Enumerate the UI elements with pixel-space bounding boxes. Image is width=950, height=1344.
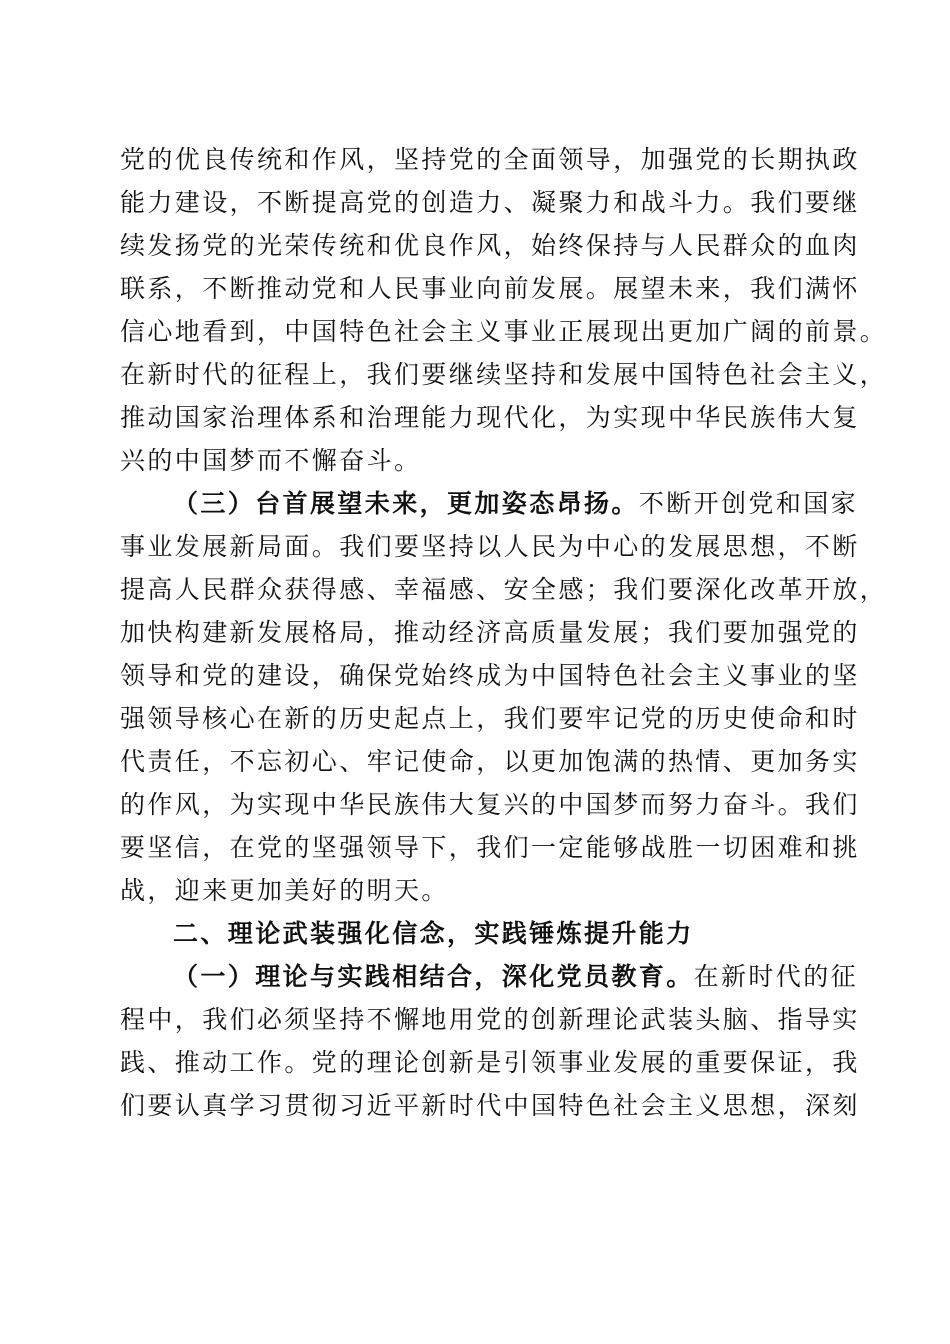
body-line: 事业发展新局面。我们要坚持以人民为中心的发展思想，不断 — [120, 532, 860, 561]
paragraph-4-first-line — [120, 955, 859, 998]
body-line: 们要认真学习贯彻习近平新时代中国特色社会主义思想，深刻 — [120, 1091, 860, 1120]
body-line: 战，迎来更加美好的明天。 — [120, 876, 449, 905]
body-line: 能力建设，不断提高党的创造力、凝聚力和战斗力。我们要继 — [120, 188, 860, 217]
paragraph-3-first-line — [120, 482, 859, 525]
body-line: 加快构建新发展格局，推动经济高质量发展；我们要加强党的 — [120, 618, 860, 647]
body-line: 的作风，为实现中华民族伟大复兴的中国梦而努力奋斗。我们 — [120, 790, 860, 819]
body-line: 代责任，不忘初心、牢记使命，以更加饱满的热情、更加务实 — [120, 747, 860, 776]
body-line: 党的优良传统和作风，坚持党的全面领导，加强党的长期执政 — [120, 145, 860, 174]
body-line: 领导和党的建设，确保党始终成为中国特色社会主义事业的坚 — [120, 661, 860, 690]
body-line: 践、推动工作。党的理论创新是引领事业发展的重要保证，我 — [120, 1048, 860, 1077]
paragraph-4-heading: （一）理论与实践相结合，深化党员教育。 — [173, 962, 694, 991]
body-line: 推动国家治理体系和治理能力现代化，为实现中华民族伟大复 — [120, 403, 860, 432]
body-line: 提高人民群众获得感、幸福感、安全感；我们要深化改革开放， — [120, 575, 888, 604]
body-line: 程中，我们必须坚持不懈地用党的创新理论武装头脑、指导实 — [120, 1005, 860, 1034]
body-line: 兴的中国梦而不懈奋斗。 — [120, 446, 422, 475]
paragraph-3-heading: （三）台首展望未来，更加姿态昂扬。 — [173, 489, 639, 518]
body-line: 联系，不断推动党和人民事业向前发展。展望未来，我们满怀 — [120, 274, 860, 303]
body-line: 要坚信，在党的坚强领导下，我们一定能够战胜一切困难和挑 — [120, 833, 860, 862]
section-2-title: 二、理论武装强化信念，实践锤炼提升能力 — [173, 919, 694, 948]
paragraph-4-first-rest: 在新时代的征 — [693, 962, 859, 991]
paragraph-3-first-rest: 不断开创党和国家 — [638, 489, 859, 518]
body-line: 信心地看到，中国特色社会主义事业正展现出更加广阔的前景。 — [120, 317, 888, 346]
body-line: 在新时代的征程上，我们要继续坚持和发展中国特色社会主义， — [120, 360, 888, 389]
body-line: 强领导核心在新的历史起点上，我们要牢记党的历史使命和时 — [120, 704, 860, 733]
document-body — [120, 138, 888, 1127]
body-line: 续发扬党的光荣传统和优良作风，始终保持与人民群众的血肉 — [120, 231, 860, 260]
